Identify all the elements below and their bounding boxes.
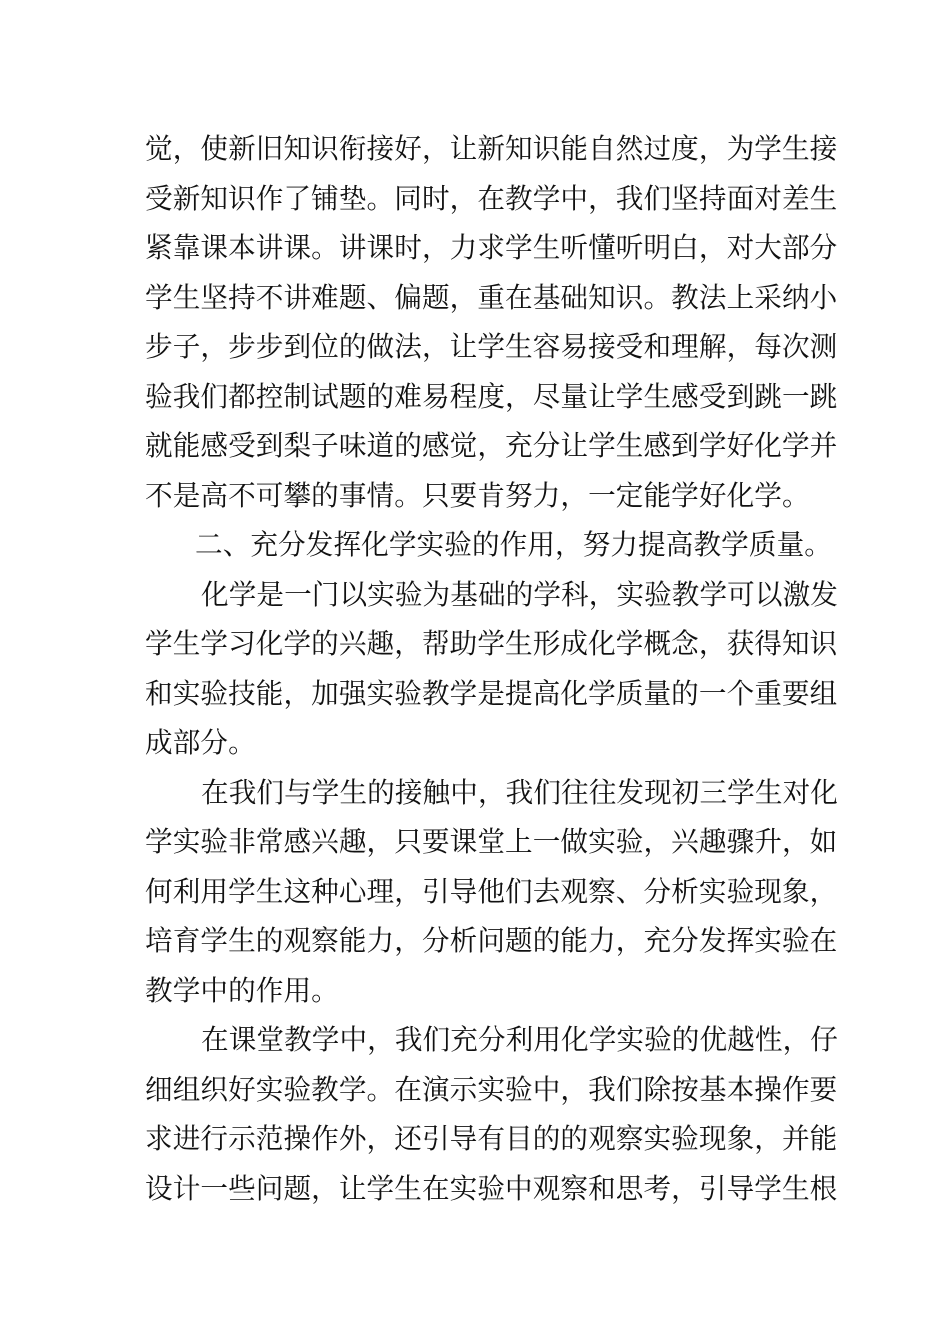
- text-line: 教学中的作用。: [145, 973, 339, 1007]
- text-line: 觉，使新旧知识衔接好，让新知识能自然过度，为学生接: [145, 132, 838, 165]
- text-line: 学生坚持不讲难题、偏题，重在基础知识。教法上采纳小: [145, 280, 838, 314]
- section-heading: 二、充分发挥化学实验的作用，努力提高教学质量。: [195, 528, 832, 561]
- text-line: 何利用学生这种心理，引导他们去观察、分析实验现象，: [145, 874, 838, 908]
- paragraph-first-line: 化学是一门以实验为基础的学科，实验教学可以激发: [201, 577, 838, 611]
- text-line: 细组织好实验教学。在演示实验中，我们除按基本操作要: [145, 1072, 838, 1106]
- text-line: 紧靠课本讲课。讲课时，力求学生听懂听明白，对大部分: [145, 231, 838, 264]
- text-line: 不是高不可攀的事情。只要肯努力，一定能学好化学。: [145, 478, 810, 512]
- text-line: 学生学习化学的兴趣，帮助学生形成化学概念，获得知识: [145, 627, 838, 660]
- text-line: 步子，步步到位的做法，让学生容易接受和理解，每次测: [145, 330, 838, 363]
- text-line: 设计一些问题，让学生在实验中观察和思考，引导学生根: [145, 1171, 838, 1205]
- text-line: 培育学生的观察能力，分析问题的能力，充分发挥实验在: [145, 924, 838, 957]
- paragraph-first-line: 在课堂教学中，我们充分利用化学实验的优越性，仔: [201, 1023, 838, 1056]
- text-line: 就能感受到梨子味道的感觉，充分让学生感到学好化学并: [145, 429, 838, 462]
- paragraph-first-line: 在我们与学生的接触中，我们往往发现初三学生对化: [201, 775, 838, 809]
- text-line: 求进行示范操作外，还引导有目的的观察实验现象，并能: [145, 1122, 838, 1155]
- text-line: 成部分。: [145, 726, 256, 759]
- text-line: 验我们都控制试题的难易程度，尽量让学生感受到跳一跳: [145, 379, 838, 413]
- text-line: 学实验非常感兴趣，只要课堂上一做实验，兴趣骤升，如: [145, 825, 838, 858]
- text-line: 和实验技能，加强实验教学是提高化学质量的一个重要组: [145, 676, 838, 710]
- text-line: 受新知识作了铺垫。同时，在教学中，我们坚持面对差生: [145, 181, 838, 215]
- body-text: [145, 124, 838, 1213]
